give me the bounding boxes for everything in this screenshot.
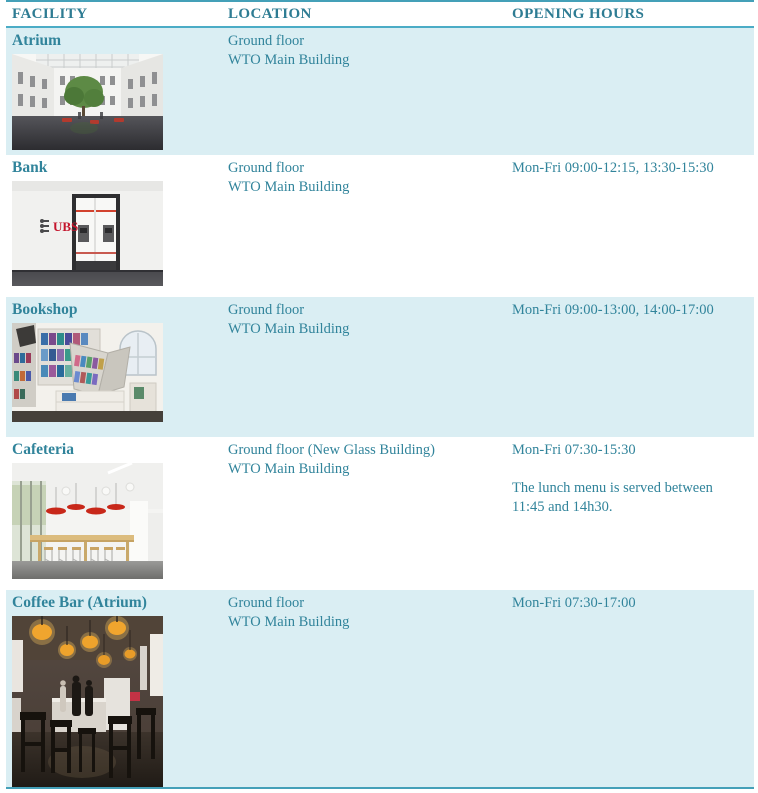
hours-cell — [506, 437, 754, 590]
facility-name: Atrium — [12, 32, 62, 49]
hours-line: Mon-Fri 09:00-12:15, 13:30-15:30 — [512, 160, 714, 176]
location-line: WTO Main Building — [228, 461, 350, 477]
hours-line: Mon-Fri 07:30-15:30 — [512, 442, 636, 458]
location-line: WTO Main Building — [228, 179, 350, 195]
location-line: WTO Main Building — [228, 321, 350, 337]
facility-row-atrium — [6, 28, 754, 155]
location-cell — [222, 28, 506, 155]
location-line: Ground floor — [228, 302, 305, 318]
svg-text:UBS: UBS — [53, 219, 79, 234]
facility-name: Coffee Bar (Atrium) — [12, 594, 147, 611]
column-header-location: LOCATION — [228, 6, 312, 22]
facility-name: Bookshop — [12, 301, 78, 318]
facility-row-bookshop — [6, 297, 754, 437]
header-row — [6, 2, 754, 28]
location-cell — [222, 155, 506, 297]
location-line: Ground floor — [228, 160, 305, 176]
facility-name: Bank — [12, 159, 48, 176]
facilities-table — [6, 0, 754, 789]
location-line: Ground floor (New Glass Building) — [228, 442, 436, 458]
location-cell — [222, 297, 506, 437]
facility-row-cafeteria — [6, 437, 754, 590]
cafeteria-interior-photo — [12, 463, 163, 579]
coffee-bar-interior-photo — [12, 616, 163, 787]
atrium-courtyard-photo — [12, 54, 163, 150]
bookshop-interior-photo — [12, 323, 163, 422]
location-line: Ground floor — [228, 33, 305, 49]
location-cell — [222, 437, 506, 590]
hours-cell — [506, 28, 754, 155]
location-cell — [222, 590, 506, 787]
lunch-menu-note: The lunch menu is served between 11:45 and 14h30. — [512, 480, 713, 515]
facility-name: Cafeteria — [12, 441, 74, 458]
hours-line: Mon-Fri 09:00-13:00, 14:00-17:00 — [512, 302, 714, 318]
location-line: Ground floor — [228, 595, 305, 611]
facility-row-bank — [6, 155, 754, 297]
location-line: WTO Main Building — [228, 52, 350, 68]
location-line: WTO Main Building — [228, 614, 350, 630]
hours-cell — [506, 297, 754, 437]
ubs-bank-entrance-photo — [12, 181, 163, 286]
column-header-facility: FACILITY — [12, 6, 88, 22]
hours-cell — [506, 155, 754, 297]
hours-cell — [506, 590, 754, 787]
hours-line: Mon-Fri 07:30-17:00 — [512, 595, 636, 611]
column-header-opening-hours: OPENING HOURS — [512, 6, 645, 22]
facility-row-coffee-bar — [6, 590, 754, 787]
ubs-logo — [40, 219, 78, 234]
